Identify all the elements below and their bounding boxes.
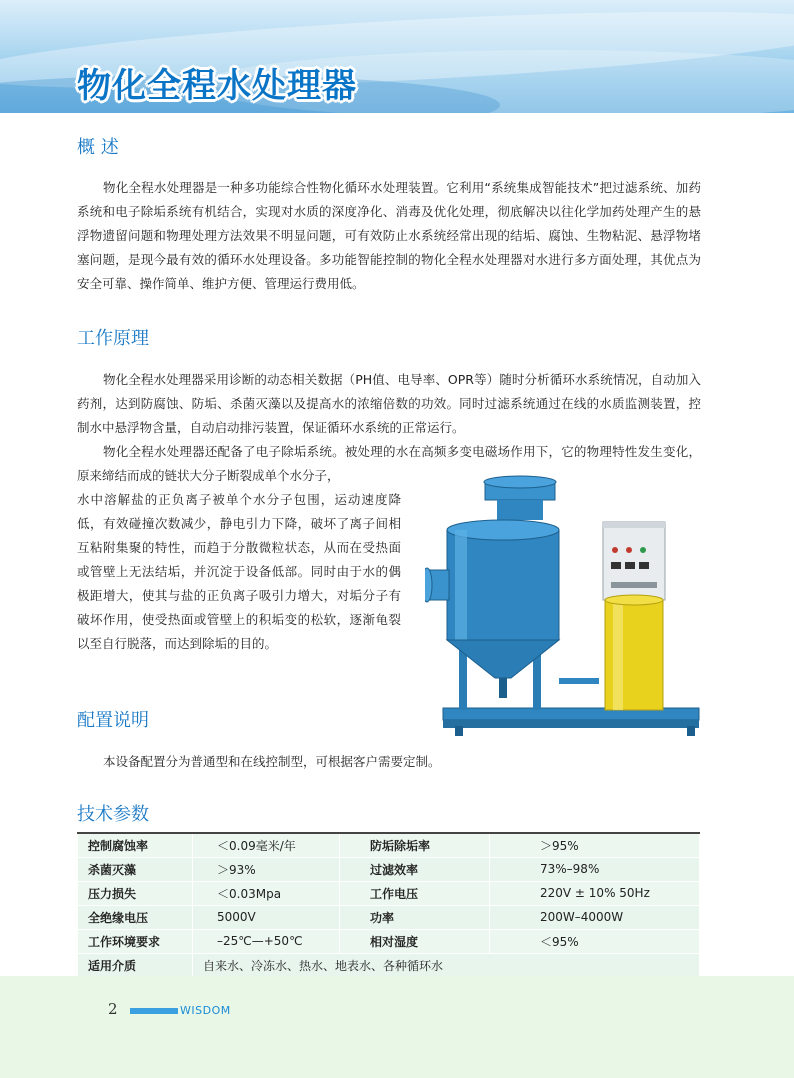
section-heading-specs: 技术参数 [77,804,149,825]
principle-paragraph-2a: 物化全程水处理器还配备了电子除垢系统。被处理的水在高频多变电磁场作用下，它的物理特性发生变化，原来缔结而成的链状大分子断裂成单个水分子， [77,444,701,483]
spec-value: ＞95% [490,833,700,857]
footer-band [0,976,794,1078]
overview-paragraph: 物化全程水处理器是一种多功能综合性物化循环水处理装置。它利用“系统集成智能技术”把过滤系统、加药系统和电子除垢系统有机结合，实现对水质的深度净化、消毒及优化处理，彻底解决以往化学加药处理产生的悬浮物遗留问题和物理处理方法效果不明显问题，可有效防止水系统经常出现的结垢、腐蚀、生物粘泥、悬浮物堵塞问题，是现今最有效的循环水处理设备。多功能智能控制的物化全程水处理器对水进行多方面处理，其优点为安全可靠、操作简单、维护方便、管理运行费用低。 [77,180,701,291]
table-row [78,881,700,905]
page-number: 2 [108,1000,118,1018]
spec-value: ＜0.03Mpa [193,881,340,905]
principle-paragraph-1: 物化全程水处理器采用诊断的动态相关数据（PH值、电导率、OPR等）随时分析循环水系统情况，自动加入药剂，达到防腐蚀、防垢、杀菌灭藻以及提高水的浓缩倍数的功效。同时过滤系统通过在线的水质监测装置，控制水中悬浮物含量，自动启动排污装置，保证循环水系统的正常运行。 [77,372,701,435]
spec-key: 杀菌灭藻 [78,857,193,881]
spec-value: 220V ± 10% 50Hz [490,881,700,905]
principle-paragraph-2b: 水中溶解盐的正负离子被单个水分子包围，运动速度降低，有效碰撞次数减少，静电引力下降，破坏了离子间相互粘附集聚的特性，而趋于分散微粒状态，从而在受热面或管壁上无法结垢，并沉淀于设备低部。同时由于水的偶极距增大，使其与盐的正负离子吸引力增大，对垢分子有破坏作用，使受热面或管壁上的积垢变的松软，逐渐龟裂以至自行脱落，而达到除垢的目的。 [77,492,401,651]
section-heading-config: 配置说明 [77,710,149,731]
header-banner [0,0,794,113]
table-row [78,929,700,953]
table-row [78,833,700,857]
config-paragraph: 本设备配置分为普通型和在线控制型，可根据客户需要定制。 [103,754,441,769]
footer-brand [130,1004,231,1017]
spec-value: 5000V [193,905,340,929]
spec-key: 全绝缘电压 [78,905,193,929]
spec-key: 相对湿度 [340,929,490,953]
table-row [78,905,700,929]
spec-key: 工作环境要求 [78,929,193,953]
spec-table [77,832,700,978]
spec-key: 工作电压 [340,881,490,905]
spec-value: –25℃—+50℃ [193,929,340,953]
table-row [78,857,700,881]
spec-value: 73%–98% [490,857,700,881]
spec-value: ＜95% [490,929,700,953]
table-row [78,953,700,977]
spec-key: 控制腐蚀率 [78,833,193,857]
page-title: 物化全程水处理器 [77,66,357,106]
water-processor-illustration [425,470,710,740]
section-heading-principle: 工作原理 [77,328,149,349]
spec-key: 压力损失 [78,881,193,905]
spec-key: 过滤效率 [340,857,490,881]
spec-key: 功率 [340,905,490,929]
spec-value: ＜0.09毫米/年 [193,833,340,857]
spec-value: ＞93% [193,857,340,881]
spec-value: 200W–4000W [490,905,700,929]
brand-bar [130,1008,178,1014]
brand-text: WISDOM [180,1004,231,1017]
spec-key: 适用介质 [78,953,193,977]
spec-key: 防垢除垢率 [340,833,490,857]
section-heading-overview: 概 述 [77,137,119,158]
spec-value: 自来水、冷冻水、热水、地表水、各种循环水 [193,953,700,977]
